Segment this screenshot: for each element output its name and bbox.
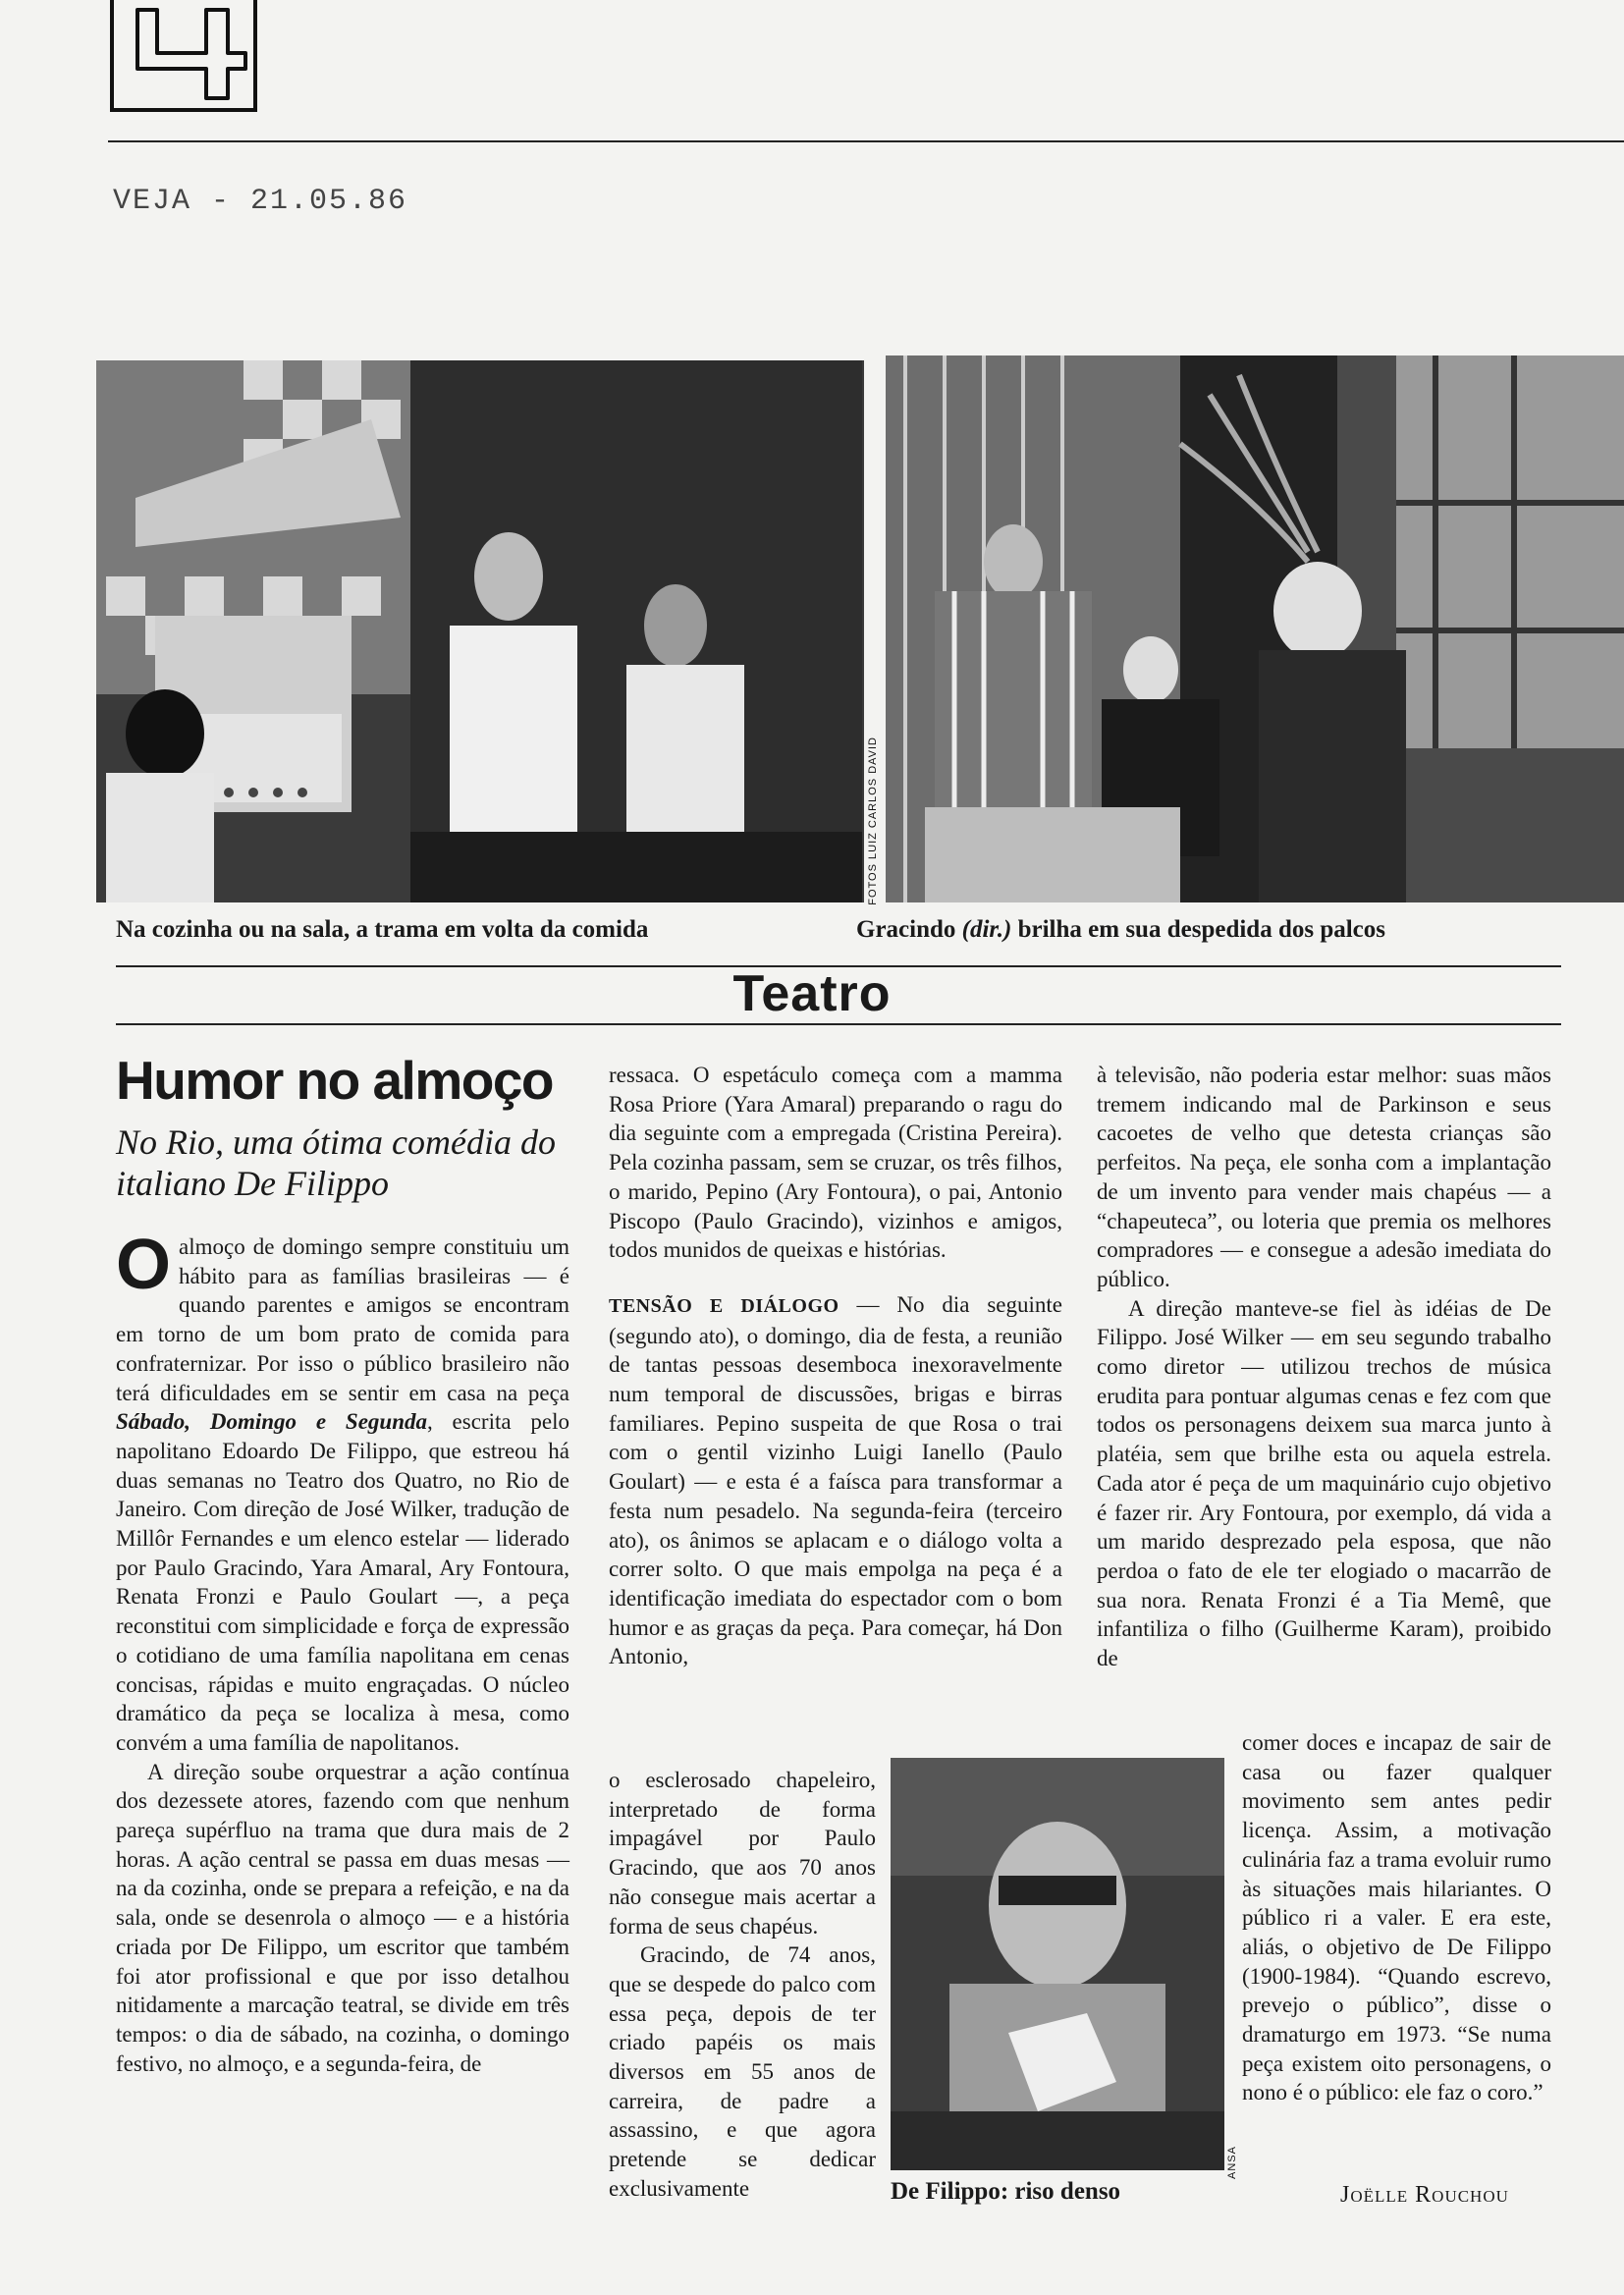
caption-name: Gracindo [856,916,956,943]
paragraph: à televisão, não poderia estar melhor: suas mãos tremem indicando mal de Parkinson e seus cacoetes de velho que detesta crianças são perfeitos. Na peça, ele sonha com a implantação de um invento para vender mais chapéus — a “chapeuteca”, ou loteria que premia os melhores compradores — e consegue a adesão imediata do público. [1097,1063,1551,1291]
right-photo-caption [856,916,1385,944]
svg-text:4: 4 [177,59,178,60]
drop-cap: O [116,1226,172,1304]
article-column-3-lower [1242,1728,1551,2107]
paragraph: o esclerosado chapeleiro, interpretado de forma impagável por Paulo Gracindo, que aos 70 anos não consegue mais acertar a forma de seus chapéus. [609,1768,876,1939]
article-column-1 [116,1226,569,2078]
page-number-logo [108,0,260,116]
caption-italic: (dir.) [961,916,1012,943]
gracindo-scene-photo [886,355,1624,902]
caption-rest: brilha em sua despedida dos palcos [1017,916,1385,943]
paragraph: A direção soube orquestrar a ação contínua dos dezessete atores, fazendo com que nenhum pareça supérfluo na trama que dura mais de 2 horas. A ação central se passa em duas mesas — na da cozinha, onde se prepara a refeição, e na da sala, onde se desenrola o almoço — e a história criada por De Filippo, um escritor que também foi ator profissional e que por isso detalhou nitidamente a marcação teatral, se divide em três tempos: o dia de sábado, na cozinha, o domingo festivo, no almoço, e a segunda-feira, de [116,1759,569,2076]
header-rule [108,140,1624,142]
subhead: No Rio, uma ótima comédia do italiano De Filippo [116,1122,556,1203]
article-column-2-lower [609,1766,876,2204]
article-column-3 [1097,1061,1551,1673]
paragraph: Gracindo, de 74 anos, que se despede do palco com essa peça, depois de ter criado papéis os mais diversos em 55 anos de carreira, de padre a assassino, e que agora pretende se dedicar exclusivamente [609,1942,876,2201]
play-title: Sábado, Domingo e Segunda [116,1409,427,1435]
section-rule-bottom [116,1023,1561,1025]
paragraph: ressaca. O espetáculo começa com a mamma Rosa Priore (Yara Amaral) preparando o ragu do dia seguinte com a empregada (Cristina Pereira). Pela cozinha passam, sem se cruzar, os três filhos, o marido, Pepino (Ary Fontoura), o pai, Antonio Piscopo (Paulo Gracindo), vizinhos e amigos, todos munidos de queixas e histórias. [609,1063,1062,1263]
source-stamp: VEJA - 21.05.86 [113,185,408,218]
paragraph: A direção manteve-se fiel às idéias de De Filippo. José Wilker — em seu segundo trabalho como diretor — utilizou trechos de música erudita para pontuar algumas cenas e fez com que todos os personagens deixem sua marca junto à platéia, sem que brilhe esta ou aquela estrela. Cada ator é peça de um maquinário cujo objetivo é fazer rir. Ary Fontoura, por exemplo, dá vida a um marido desprezado pela esposa, que não perdoa o fato de ele ter elogiado o macarrão de sua nora. Renata Fronzi é a Tia Memê, que infantiliza o filho (Guilherme Karam), proibido de [1097,1295,1551,1671]
de-filippo-portrait-photo [891,1758,1224,2170]
left-photo-caption: Na cozinha ou na sala, a trama em volta da comida [116,916,649,943]
article-column-2 [609,1061,1062,1671]
inset-photo-caption: De Filippo: riso denso [891,2178,1121,2205]
paragraph: Oalmoço de domingo sempre constituiu um hábito para as famílias brasileiras — é quando parentes e amigos se encontram em torno de um bom prato de comida para confraternizar. Por isso o público brasileiro não terá dificuldades em se sentir em casa na peça Sábado, Domingo e Segunda, escrita pelo napolitano Edoardo De Filippo, que estreou há duas semanas no Teatro dos Quatro, no Rio de Janeiro. Com direção de José Wilker, tradução de Millôr Fernandes e um elenco estelar — liderado por Paulo Gracindo, Yara Amaral, Ary Fontoura, Renata Fronzi e Paulo Goulart —, a peça reconstitui com simplicidade e força de expressão o cotidiano de uma família napolitana em cenas concisas, rápidas e muito engraçadas. O núcleo dramático da peça se localiza à mesa, como convém a uma família de napolitanos. [116,1226,569,1755]
paragraph: comer doces e incapaz de sair de casa ou fazer qualquer movimento sem antes pedir licença. Assim, a motivação culinária faz a trama evoluir rumo às situações mais hilariantes. O público ri a valer. E era este, aliás, o objetivo de De Filippo (1900-1984). “Quando escrevo, prevejo o público”, disse o dramaturgo em 1973. “Se numa peça existem oito personagens, o nono é o público: ele faz o coro.” [1242,1730,1551,2105]
section-title: Teatro [732,965,892,1022]
kitchen-scene-photo [96,360,864,902]
inline-subhead: TENSÃO E DIÁLOGO [609,1294,839,1317]
headline: Humor no almoço [116,1050,554,1111]
byline: Joëlle Rouchou [1340,2182,1509,2208]
photo-credit: FOTOS LUIZ CARLOS DAVID [867,737,879,905]
paragraph: TENSÃO E DIÁLOGO — No dia seguinte (segundo ato), o domingo, dia de festa, a reunião de tantas pessoas desemboca inexoravelmente num temporal de discussões, brigas e birras familiares. Pepino suspeita de que Rosa o trai com o gentil vizinho Luigi Ianello (Paulo Goulart) — e esta é a faísca para transformar a festa num pesadelo. Na segunda-feira (terceiro ato), os ânimos se aplacam e o diálogo volta a correr solto. O que mais empolga na peça é a identificação imediata do espectador com o bom humor e as graças da peça. Para começar, há Don Antonio, [609,1291,1063,1669]
photo-credit-2: ANSA [1226,2146,1238,2179]
